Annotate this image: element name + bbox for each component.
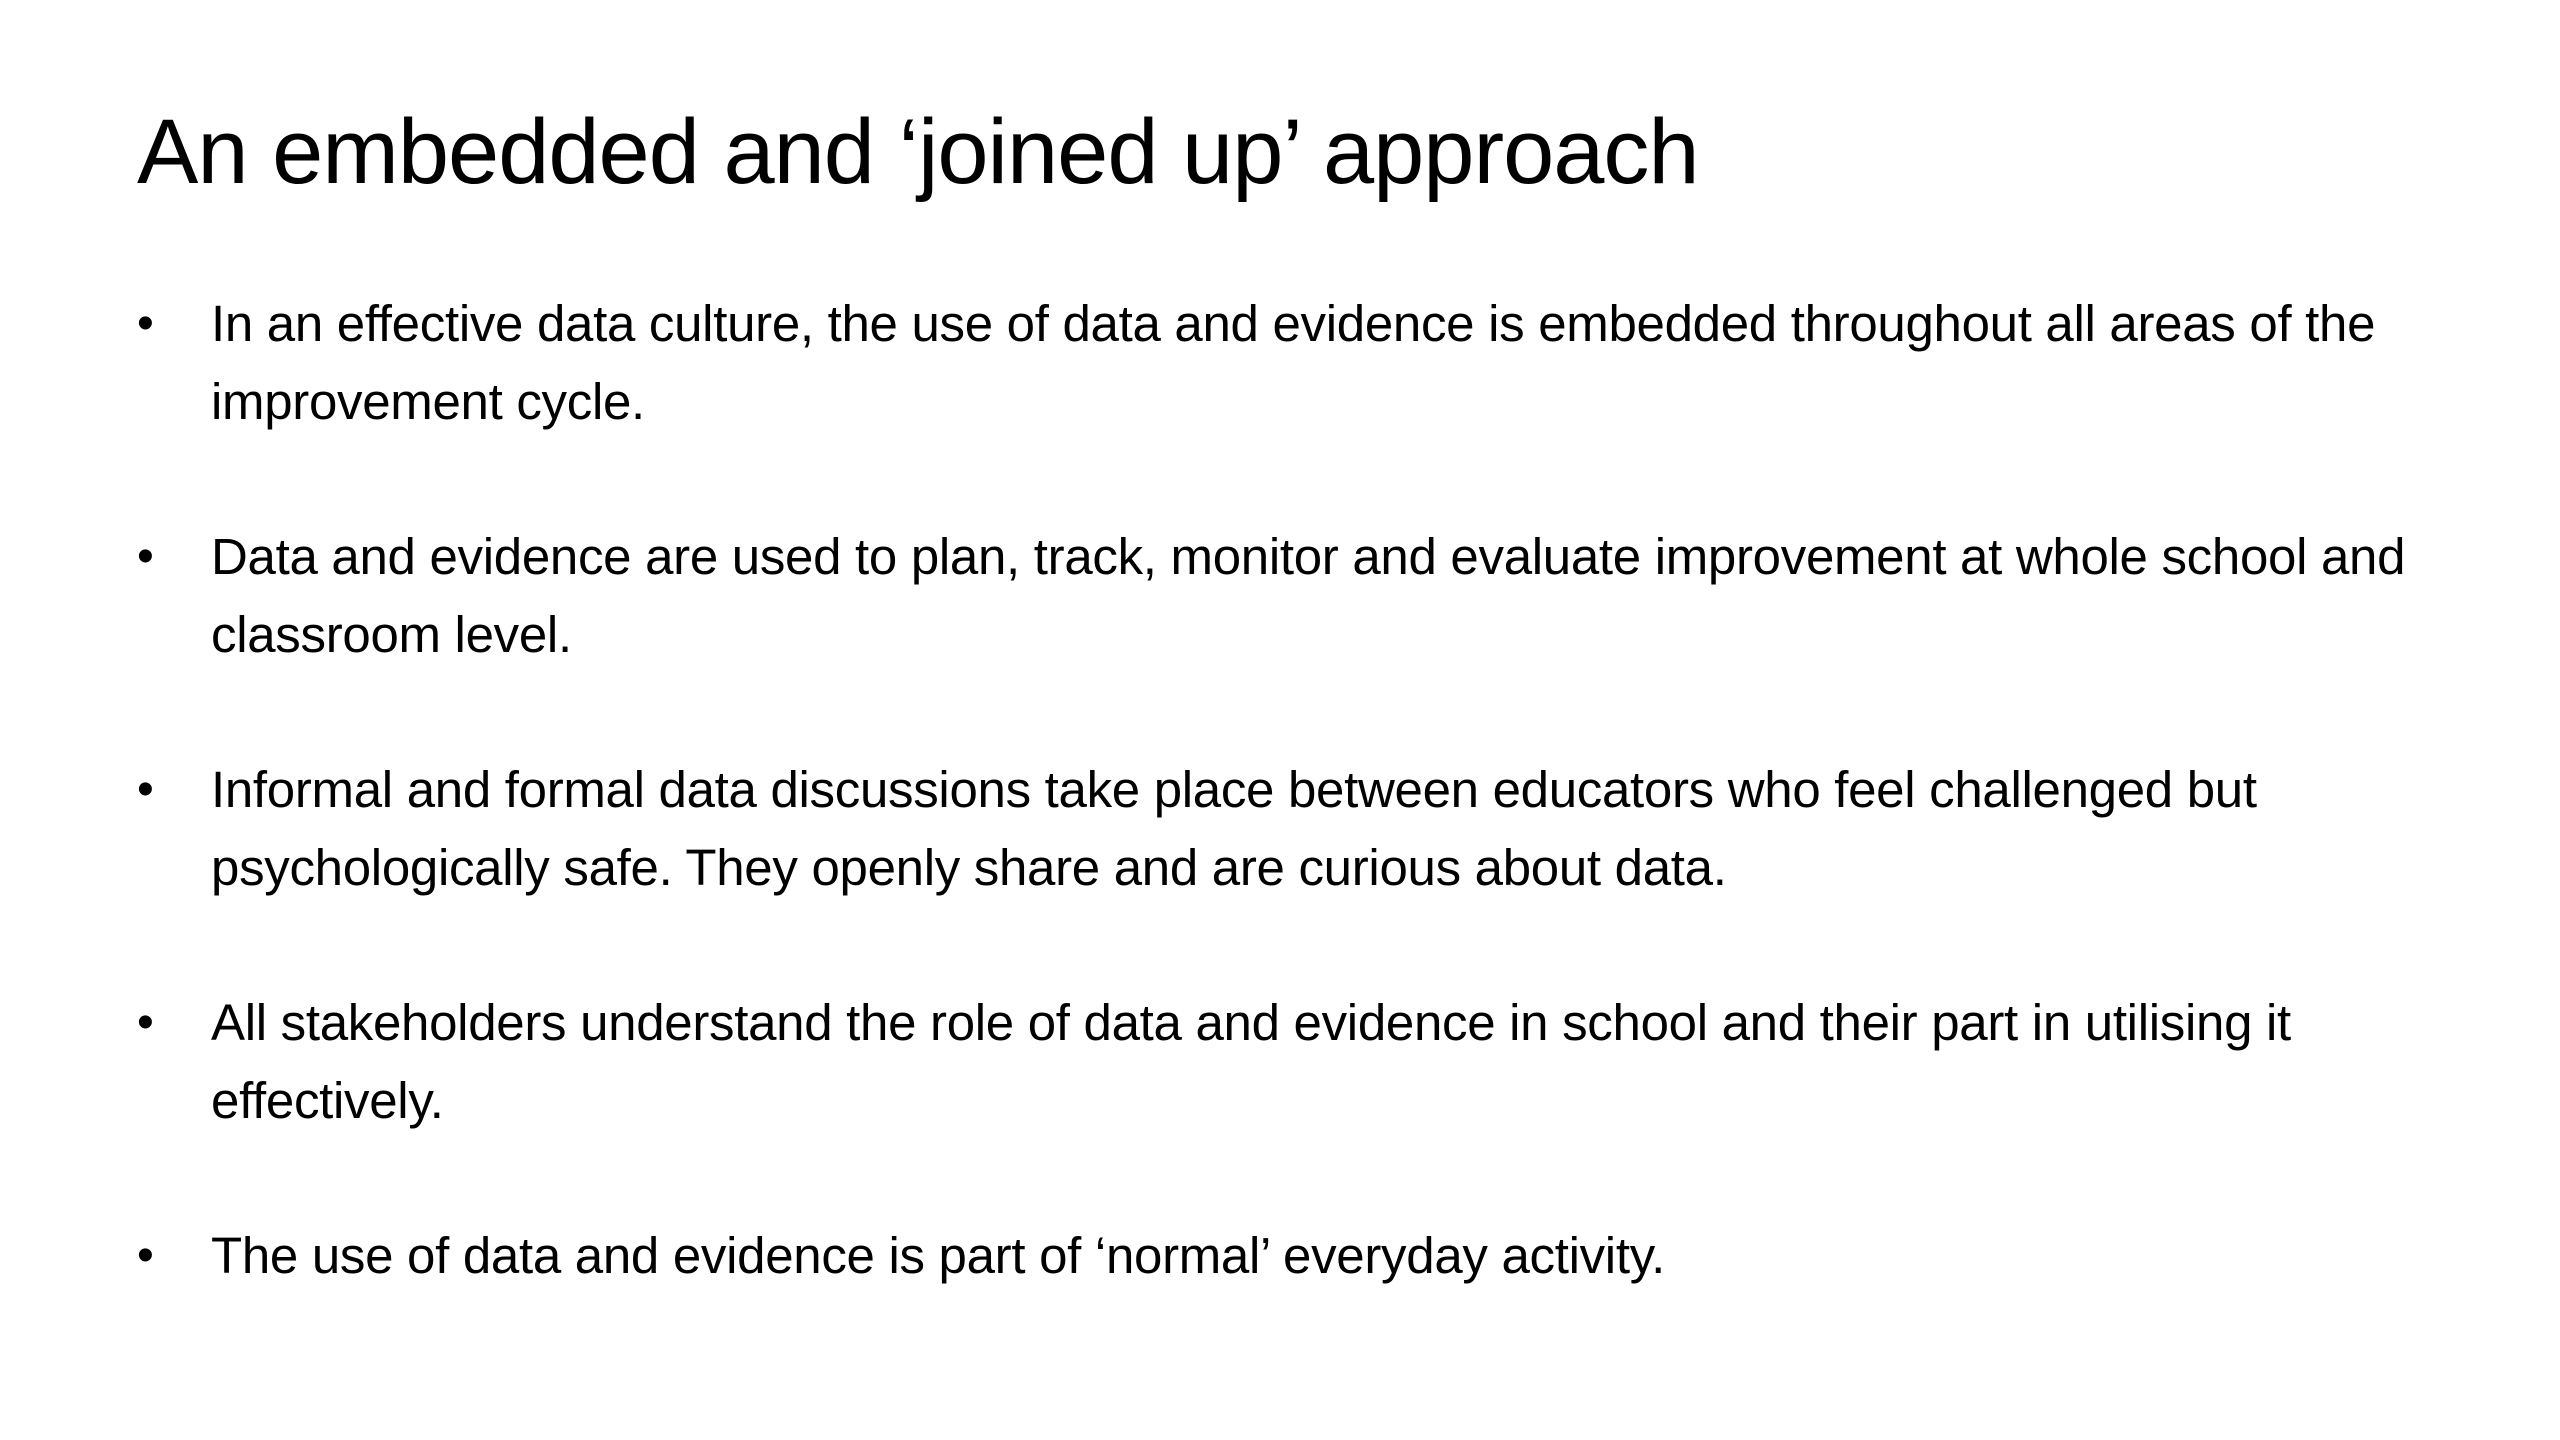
- list-item: [137, 518, 2417, 674]
- bullet-icon: •: [137, 1229, 154, 1282]
- bullet-text: In an effective data culture, the use of data and evidence is embedded throughout all areas of the improvement cycle.: [211, 295, 2376, 430]
- list-item: [137, 1217, 2417, 1295]
- bullet-text: Informal and formal data discussions take place between educators who feel challenged but psychologically safe. They openly share and are curious about data.: [211, 761, 2257, 896]
- bullet-text: All stakeholders understand the role of data and evidence in school and their part in utilising it effectively.: [211, 994, 2291, 1129]
- bullet-text: Data and evidence are used to plan, track, monitor and evaluate improvement at whole school and classroom level.: [211, 528, 2406, 663]
- bullet-icon: •: [137, 996, 154, 1049]
- list-item: [137, 285, 2417, 441]
- list-item: [137, 984, 2417, 1140]
- slide-title: An embedded and ‘joined up’ approach: [137, 101, 1699, 203]
- bullet-text: The use of data and evidence is part of ‘normal’ everyday activity.: [211, 1227, 1665, 1284]
- list-item: [137, 751, 2417, 907]
- bullet-icon: •: [137, 297, 154, 350]
- bullet-icon: •: [137, 763, 154, 816]
- bullet-list: [137, 285, 2417, 1372]
- bullet-icon: •: [137, 530, 154, 583]
